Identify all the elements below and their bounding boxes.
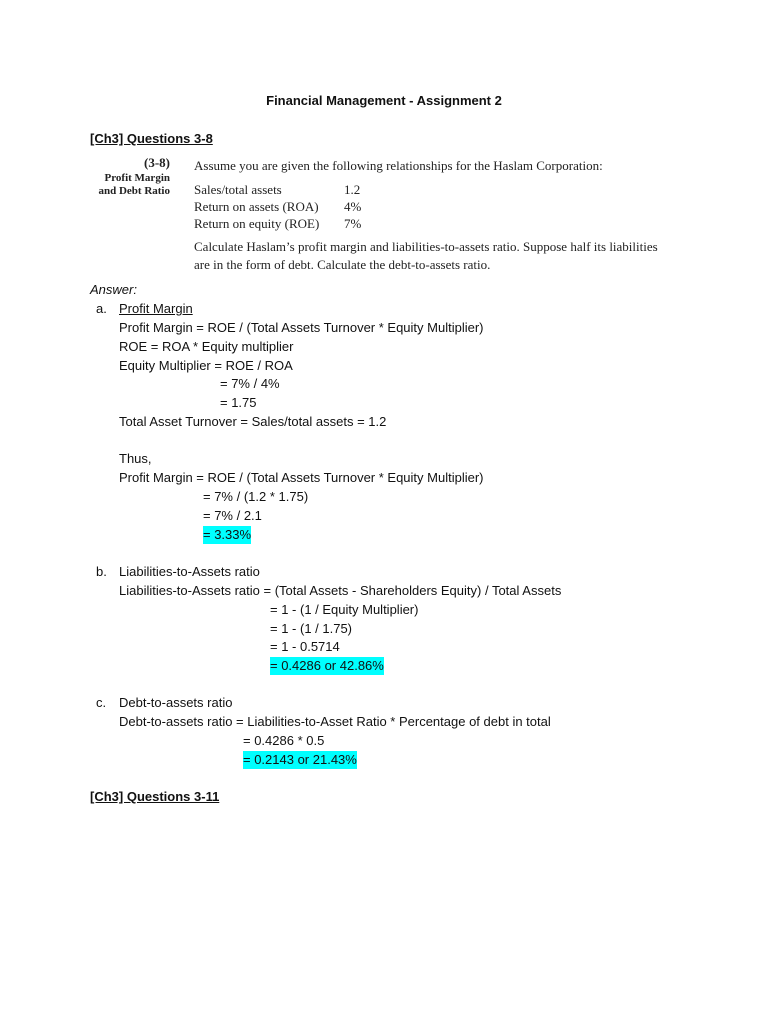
answer-label: Answer: (90, 282, 137, 297)
section-heading-3-11: [Ch3] Questions 3-11 (90, 789, 220, 804)
problem-row-value: 1.2 (344, 182, 361, 197)
problem-row-value: 7% (344, 216, 362, 231)
problem-number: (3-8) (144, 155, 170, 170)
part-b-line: = 1 - (1 / 1.75) (270, 621, 353, 636)
part-c-title: Debt-to-assets ratio (119, 695, 233, 710)
part-b-line: Liabilities-to-Assets ratio = (Total Assets - Shareholders Equity) / Total Assets (119, 583, 562, 598)
part-a-line: Profit Margin = ROE / (Total Assets Turnover * Equity Multiplier) (119, 470, 484, 485)
list-marker: a. (96, 301, 107, 316)
problem-row-label: Return on assets (ROA) (194, 199, 319, 214)
part-a-line: Equity Multiplier = ROE / ROA (119, 358, 293, 373)
section-heading-3-8: [Ch3] Questions 3-8 (90, 131, 213, 146)
part-b-line: = 1 - 0.5714 (270, 639, 340, 654)
problem-question-line2: are in the form of debt. Calculate the debt-to-assets ratio. (194, 257, 491, 272)
problem-intro: Assume you are given the following relationships for the Haslam Corporation: (194, 158, 603, 173)
part-c-result: = 0.2143 or 21.43% (243, 752, 357, 767)
problem-question-line1: Calculate Haslam’s profit margin and liabilities-to-assets ratio. Suppose half its liabilities (194, 239, 658, 254)
part-c-line: = 0.4286 * 0.5 (243, 733, 325, 748)
part-a-title: Profit Margin (119, 301, 193, 316)
part-a-line: ROE = ROA * Equity multiplier (119, 339, 294, 354)
part-a-line: = 7% / (1.2 * 1.75) (203, 489, 309, 504)
list-marker: b. (96, 564, 107, 579)
part-b-title: Liabilities-to-Assets ratio (119, 564, 260, 579)
part-a-line: Profit Margin = ROE / (Total Assets Turnover * Equity Multiplier) (119, 320, 484, 335)
part-a-line: = 7% / 4% (220, 376, 280, 391)
part-a-line: = 7% / 2.1 (203, 508, 262, 523)
problem-row-label: Return on equity (ROE) (194, 216, 320, 231)
part-b-line: = 1 - (1 / Equity Multiplier) (270, 602, 419, 617)
part-a-line: = 1.75 (220, 395, 257, 410)
part-c-line: Debt-to-assets ratio = Liabilities-to-Asset Ratio * Percentage of debt in total (119, 714, 551, 729)
list-marker: c. (96, 695, 107, 710)
problem-row-label: Sales/total assets (194, 182, 282, 197)
part-a-line: Thus, (119, 451, 152, 466)
problem-subtitle-line2: and Debt Ratio (98, 185, 170, 197)
part-b-result: = 0.4286 or 42.86% (270, 658, 384, 673)
problem-subtitle-line1: Profit Margin (104, 172, 170, 184)
problem-row-value: 4% (344, 199, 362, 214)
part-a-line: Total Asset Turnover = Sales/total assets = 1.2 (119, 414, 387, 429)
part-a-result: = 3.33% (203, 527, 252, 542)
page-title: Financial Management - Assignment 2 (266, 93, 502, 108)
